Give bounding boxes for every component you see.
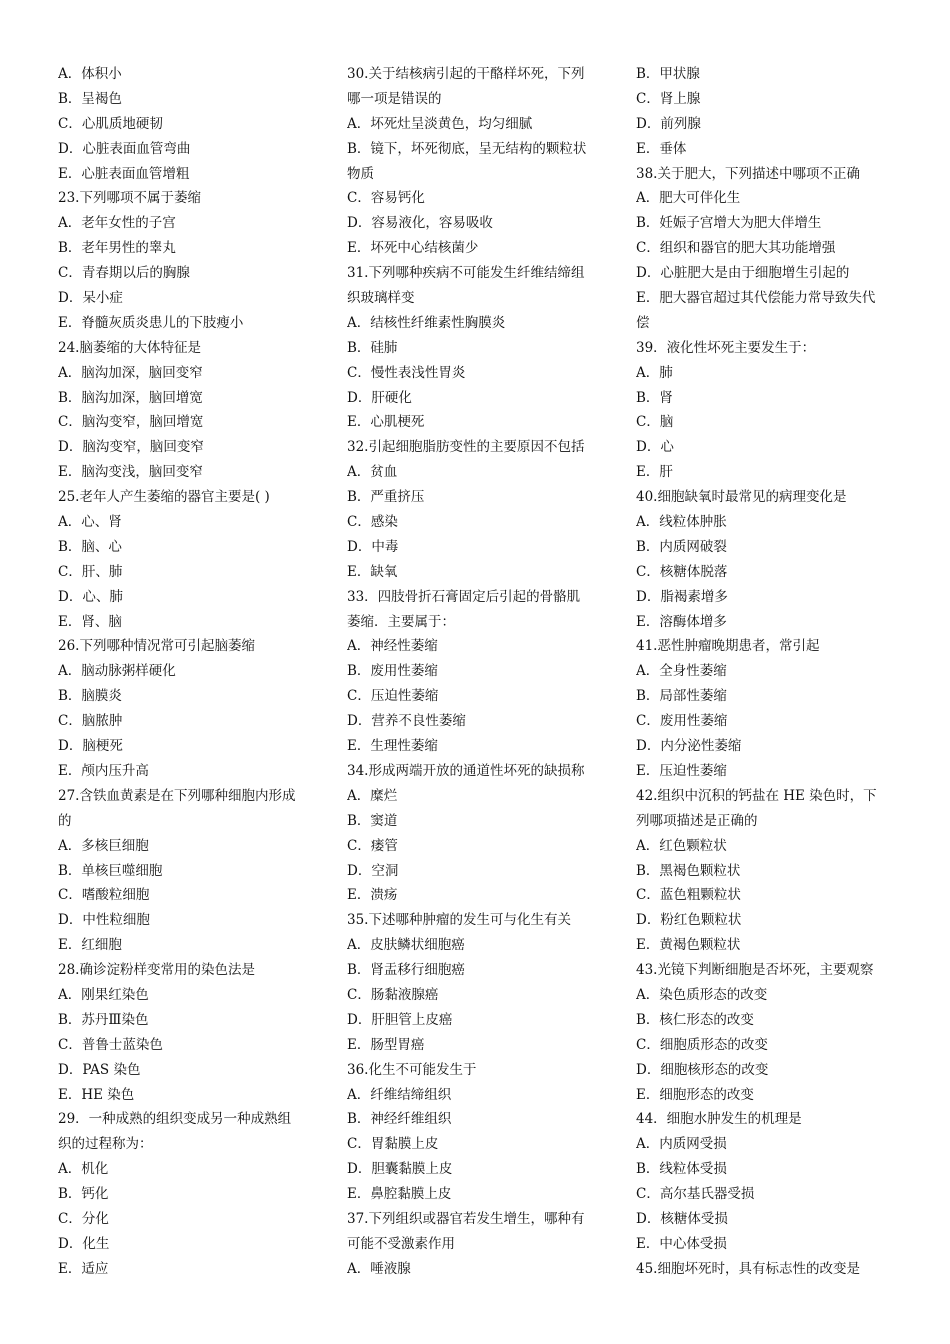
question-text-line: 36.化生不可能发生于 [347,1061,477,1078]
answer-option [58,983,322,1008]
option-text-line: B．妊娠子宫增大为肥大伴增生 [636,215,822,232]
answer-option [347,236,611,261]
option-text-line: B．镜下，坏死彻底，呈无结构的颗粒状 [347,140,587,157]
option-text-line: C．普鲁士蓝染色 [58,1036,163,1053]
answer-option [347,933,611,958]
option-text-line: 偿 [636,314,650,331]
answer-option [58,62,322,87]
question-stem [58,485,322,510]
option-text-line: C．慢性表浅性胃炎 [347,364,466,381]
answer-option [58,535,322,560]
option-text-line: B．严重挤压 [347,489,425,506]
answer-option [347,386,611,411]
option-text-line: A．贫血 [347,464,398,481]
answer-option [636,560,900,585]
question-stem [347,1058,611,1083]
question-stem [636,162,900,187]
option-text-line: E．适应 [58,1260,109,1277]
question-text-line: 33．四肢骨折石膏固定后引起的骨骼肌 [347,588,581,605]
option-text-line: A．老年女性的子宫 [58,215,176,232]
text-column-left [58,62,322,1282]
answer-option [58,1207,322,1232]
answer-option [58,1157,322,1182]
answer-option [347,809,611,834]
option-text-line: A．结核性纤维素性胸膜炎 [347,314,506,331]
option-text-line: D．中毒 [347,538,399,555]
option-text-line: E．肝 [636,464,673,481]
option-text-line: B．脑、心 [58,538,122,555]
question-text-line: 的 [58,812,72,829]
option-text-line: C．肠黏液腺癌 [347,986,439,1003]
question-text-line: 38.关于肥大，下列描述中哪项不正确 [636,165,860,182]
option-text-line: D．心脏肥大是由于细胞增生引起的 [636,265,850,282]
option-text-line: A．脑动脉粥样硬化 [58,663,176,680]
option-text-line: A．红色颗粒状 [636,837,727,854]
option-text-line: E．心肌梗死 [347,414,425,431]
question-text-line: 25.老年人产生萎缩的器官主要是( ) [58,489,270,506]
option-text-line: C．脑沟变窄，脑回增宽 [58,414,204,431]
question-text-line: 哪一项是错误的 [347,90,442,107]
question-text-line: 41.恶性肿瘤晚期患者，常引起 [636,638,820,655]
option-text-line: C．废用性萎缩 [636,713,728,730]
answer-option [58,1058,322,1083]
answer-option [58,1257,322,1282]
answer-option [58,1232,322,1257]
question-text-line: 31.下列哪种疾病不可能发生纤维结缔组 [347,265,585,282]
option-text-line: A．刚果红染色 [58,986,149,1003]
answer-option [58,112,322,137]
answer-option [636,1058,900,1083]
answer-option [347,485,611,510]
option-text-line: E．垂体 [636,140,687,157]
answer-option [58,908,322,933]
option-text-line: A．肺 [636,364,673,381]
question-stem [58,784,322,834]
option-text-line: B．肾 [636,389,673,406]
answer-option [636,834,900,859]
option-text-line: C．瘘管 [347,837,398,854]
option-text-line: E．黄褐色颗粒状 [636,937,741,954]
option-text-line: D．心脏表面血管弯曲 [58,140,191,157]
option-text-line: C．青春期以后的胸腺 [58,265,190,282]
option-text-line: A．坏死灶呈淡黄色，均匀细腻 [347,115,533,132]
answer-option [58,1083,322,1108]
question-stem [636,784,900,834]
answer-option [636,435,900,460]
question-text-line: 30.关于结核病引起的干酪样坏死，下列 [347,66,585,82]
answer-option [58,435,322,460]
answer-option [347,361,611,386]
answer-option [636,535,900,560]
option-text-line: C．细胞质形态的改变 [636,1036,768,1053]
answer-option [58,759,322,784]
answer-option [636,759,900,784]
text-column-right [636,62,900,1282]
answer-option [636,859,900,884]
question-stem [58,336,322,361]
question-stem [58,634,322,659]
option-text-line: A．内质网受损 [636,1136,727,1153]
answer-option [636,883,900,908]
option-text-line: E．肥大器官超过其代偿能力常导致失代 [636,290,876,307]
option-text-line: E．鼻腔黏膜上皮 [347,1186,452,1203]
question-stem [58,958,322,983]
question-stem [636,634,900,659]
option-text-line: E．肾、脑 [58,613,122,630]
option-text-line: A．脑沟加深，脑回变窄 [58,364,203,381]
answer-option [347,784,611,809]
answer-option [636,510,900,535]
option-text-line: C．容易钙化 [347,190,425,207]
option-text-line: D．肝硬化 [347,389,412,406]
question-text-line: 24.脑萎缩的大体特征是 [58,339,201,356]
answer-option [347,336,611,361]
answer-option [636,386,900,411]
answer-option [636,112,900,137]
option-text-line: D．脂褐素增多 [636,588,728,605]
answer-option [347,137,611,187]
answer-option [347,883,611,908]
question-text-line: 40.细胞缺氧时最常见的病理变化是 [636,489,847,506]
option-text-line: E．中心体受损 [636,1235,727,1252]
answer-option [58,1182,322,1207]
answer-option [58,883,322,908]
answer-option [636,410,900,435]
option-text-line: C．心肌质地硬韧 [58,115,163,132]
answer-option [636,734,900,759]
answer-option [347,1008,611,1033]
option-text-line: D．化生 [58,1235,110,1252]
answer-option [347,1182,611,1207]
option-text-line: C．肾上腺 [636,90,701,107]
option-text-line: B．单核巨噬细胞 [58,862,163,879]
option-text-line: D．空洞 [347,862,399,879]
answer-option [58,659,322,684]
option-text-line: D．PAS 染色 [58,1061,141,1078]
answer-option [347,1033,611,1058]
option-text-line: C．脑 [636,414,674,431]
answer-option [58,1008,322,1033]
answer-option [347,460,611,485]
option-text-line: D．心、肺 [58,588,123,605]
option-text-line: D．中性粒细胞 [58,912,150,929]
option-text-line: D．呆小症 [58,290,123,307]
answer-option [636,361,900,386]
option-text-line: B．甲状腺 [636,66,700,82]
answer-option [636,236,900,261]
option-text-line: D．心 [636,439,674,456]
question-stem [58,1107,322,1157]
option-text-line: E．缺氧 [347,563,398,580]
question-stem [347,435,611,460]
question-text-line: 列哪项描述是正确的 [636,812,758,829]
answer-option [347,709,611,734]
option-text-line: B．脑沟加深，脑回增宽 [58,389,203,406]
option-text-line: E．脑沟变浅，脑回变窄 [58,464,203,481]
answer-option [636,460,900,485]
answer-option [636,1008,900,1033]
option-text-line: D．胆囊黏膜上皮 [347,1161,453,1178]
option-text-line: D．粉红色颗粒状 [636,912,742,929]
question-stem [347,759,611,784]
option-text-line: D．内分泌性萎缩 [636,738,742,755]
answer-option [347,859,611,884]
answer-option [58,137,322,162]
answer-option [58,460,322,485]
question-text-line: 44．细胞水肿发生的机理是 [636,1111,802,1128]
option-text-line: B．窦道 [347,812,398,829]
answer-option [58,236,322,261]
answer-option [636,286,900,336]
answer-option [347,659,611,684]
option-text-line: B．肾盂移行细胞癌 [347,962,465,979]
option-text-line: C．高尔基氏器受损 [636,1186,755,1203]
answer-option [58,311,322,336]
question-text-line: 39．液化性坏死主要发生于： [636,339,816,356]
question-stem [636,1257,900,1282]
answer-option [347,1257,611,1282]
option-text-line: C．脑脓肿 [58,713,123,730]
question-stem [347,908,611,933]
option-text-line: B．呈褐色 [58,90,122,107]
option-text-line: E．心脏表面血管增粗 [58,165,190,182]
answer-option [636,137,900,162]
answer-option [347,410,611,435]
answer-option [58,560,322,585]
answer-option [636,1232,900,1257]
answer-option [347,834,611,859]
option-text-line: A．糜烂 [347,787,398,804]
answer-option [58,684,322,709]
question-text-line: 43.光镜下判断细胞是否坏死，主要观察 [636,962,874,979]
option-text-line: B．神经纤维组织 [347,1111,452,1128]
option-text-line: A．纤维结缔组织 [347,1086,452,1103]
option-text-line: B．黑褐色颗粒状 [636,862,741,879]
answer-option [636,186,900,211]
answer-option [347,535,611,560]
question-stem [347,261,611,311]
option-text-line: E．细胞形态的改变 [636,1086,754,1103]
answer-option [347,634,611,659]
option-text-line: D．肝胆管上皮癌 [347,1011,453,1028]
option-text-line: C．核糖体脱落 [636,563,728,580]
answer-option [58,834,322,859]
answer-option [58,1033,322,1058]
question-stem [347,1207,611,1257]
answer-option [58,610,322,635]
answer-option [58,734,322,759]
option-text-line: A．唾液腺 [347,1260,411,1277]
answer-option [347,186,611,211]
answer-option [636,1132,900,1157]
option-text-line: E．压迫性萎缩 [636,762,727,779]
option-text-line: B．钙化 [58,1186,109,1203]
option-text-line: A．心、肾 [58,514,122,531]
answer-option [636,1182,900,1207]
question-text-line: 34.形成两端开放的通道性坏死的缺损称 [347,762,585,779]
answer-option [347,311,611,336]
option-text-line: E．脊髓灰质炎患儿的下肢瘦小 [58,314,244,331]
answer-option [58,709,322,734]
answer-option [58,585,322,610]
option-text-line: D．营养不良性萎缩 [347,713,466,730]
question-text-line: 织的过程称为： [58,1136,153,1153]
option-text-line: E．颅内压升高 [58,762,149,779]
option-text-line: D．核糖体受损 [636,1210,728,1227]
question-text-line: 42.组织中沉积的钙盐在 HE 染色时，下 [636,787,877,804]
question-text-line: 27.含铁血黄素是在下列哪种细胞内形成 [58,787,296,804]
question-stem [347,585,611,635]
question-text-line: 23.下列哪项不属于萎缩 [58,190,201,207]
question-text-line: 可能不受激素作用 [347,1235,455,1252]
question-text-line: 32.引起细胞脂肪变性的主要原因不包括 [347,439,585,456]
question-stem [636,485,900,510]
answer-option [58,211,322,236]
option-text-line: E．红细胞 [58,937,122,954]
question-stem [636,1107,900,1132]
question-text-line: 织玻璃样变 [347,290,415,307]
answer-option [636,610,900,635]
option-text-line: C．蓝色粗颗粒状 [636,887,741,904]
answer-option [636,585,900,610]
option-text-line: A．肥大可伴化生 [636,190,741,207]
option-text-line: A．染色质形态的改变 [636,986,768,1003]
option-text-line: C．压迫性萎缩 [347,688,439,705]
answer-option [58,859,322,884]
answer-option [347,983,611,1008]
option-text-line: B．硅肺 [347,339,398,356]
option-text-line: B．核仁形态的改变 [636,1011,754,1028]
option-text-line: A．机化 [58,1161,109,1178]
option-text-line: C．分化 [58,1210,109,1227]
answer-option [636,261,900,286]
answer-option [58,510,322,535]
answer-option [347,734,611,759]
question-text-line: 萎缩．主要属于： [347,613,455,630]
answer-option [636,1033,900,1058]
option-text-line: B．局部性萎缩 [636,688,727,705]
answer-option [58,410,322,435]
answer-option [58,286,322,311]
option-text-line: D．容易液化，容易吸收 [347,215,493,232]
answer-option [636,684,900,709]
option-text-line: D．细胞核形态的改变 [636,1061,769,1078]
option-text-line: 物质 [347,165,374,182]
answer-option [58,386,322,411]
answer-option [58,162,322,187]
option-text-line: B．老年男性的睾丸 [58,240,176,257]
option-text-line: E．溃疡 [347,887,398,904]
option-text-line: E．HE 染色 [58,1086,135,1103]
answer-option [347,1132,611,1157]
question-stem [636,336,900,361]
option-text-line: A．线粒体肿胀 [636,514,727,531]
option-text-line: C．感染 [347,514,398,531]
answer-option [347,1157,611,1182]
option-text-line: A．多核巨细胞 [58,837,149,854]
option-text-line: D．脑沟变窄，脑回变窄 [58,439,204,456]
question-text-line: 28.确诊淀粉样变常用的染色法是 [58,962,255,979]
option-text-line: E．溶酶体增多 [636,613,727,630]
option-text-line: B．苏丹Ⅲ染色 [58,1011,149,1028]
option-text-line: E．坏死中心结核菌少 [347,240,479,257]
option-text-line: E．生理性萎缩 [347,738,438,755]
question-text-line: 35.下述哪种肿瘤的发生可与化生有关 [347,912,571,929]
question-text-line: 37.下列组织或器官若发生增生，哪种有 [347,1210,585,1227]
answer-option [636,1157,900,1182]
answer-option [636,1207,900,1232]
option-text-line: A．全身性萎缩 [636,663,727,680]
answer-option [58,87,322,112]
answer-option [636,659,900,684]
answer-option [636,933,900,958]
option-text-line: B．内质网破裂 [636,538,727,555]
answer-option [347,684,611,709]
answer-option [347,510,611,535]
text-column-middle [347,62,611,1282]
option-text-line: C．嗜酸粒细胞 [58,887,150,904]
option-text-line: D．脑梗死 [58,738,123,755]
answer-option [636,87,900,112]
answer-option [347,560,611,585]
option-text-line: B．线粒体受损 [636,1161,727,1178]
answer-option [636,983,900,1008]
option-text-line: E．肠型胃癌 [347,1036,425,1053]
question-text-line: 26.下列哪种情况常可引起脑萎缩 [58,638,255,655]
option-text-line: C．肝、肺 [58,563,123,580]
answer-option [636,62,900,87]
option-text-line: A．皮肤鳞状细胞癌 [347,937,465,954]
answer-option [636,908,900,933]
answer-option [347,1083,611,1108]
question-stem [347,62,611,112]
answer-option [347,958,611,983]
option-text-line: D．前列腺 [636,115,701,132]
answer-option [347,211,611,236]
answer-option [58,261,322,286]
answer-option [347,1107,611,1132]
option-text-line: A．神经性萎缩 [347,638,438,655]
answer-option [636,709,900,734]
question-text-line: 29．一种成熟的组织变成另一种成熟组 [58,1111,292,1128]
question-stem [58,186,322,211]
answer-option [636,1083,900,1108]
question-text-line: 45.细胞坏死时，具有标志性的改变是 [636,1260,860,1277]
answer-option [58,933,322,958]
option-text-line: B．脑膜炎 [58,688,122,705]
option-text-line: C．组织和器官的肥大其功能增强 [636,240,836,257]
answer-option [58,361,322,386]
question-stem [636,958,900,983]
answer-option [347,112,611,137]
option-text-line: A．体积小 [58,66,122,82]
answer-option [636,211,900,236]
option-text-line: B．废用性萎缩 [347,663,438,680]
option-text-line: C．胃黏膜上皮 [347,1136,439,1153]
